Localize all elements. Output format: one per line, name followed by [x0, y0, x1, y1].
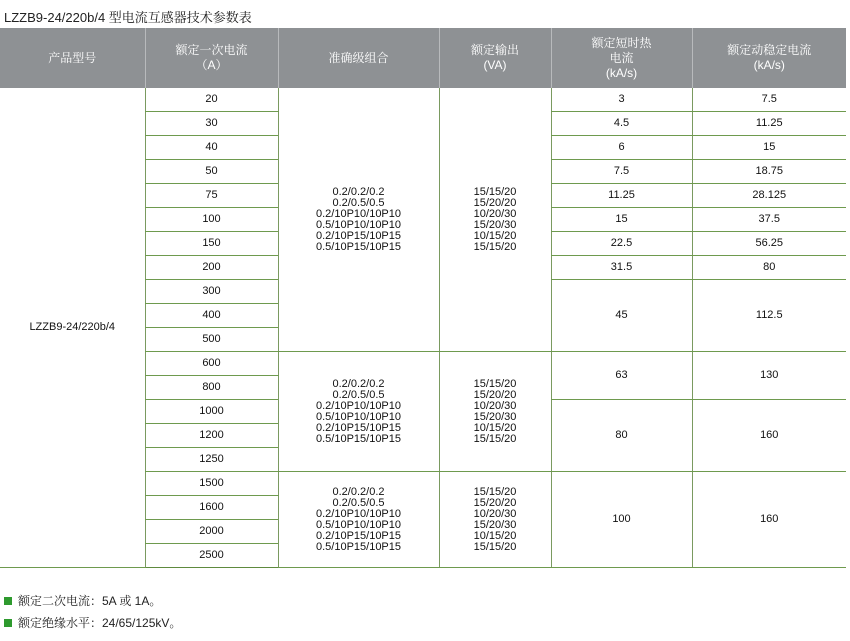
current-cell: 20	[145, 88, 278, 112]
current-cell: 1200	[145, 424, 278, 448]
accuracy-cell-group-1: 0.2/0.2/0.2 0.2/0.5/0.5 0.2/10P10/10P10 0.5/10P10/10P10 0.2/10P15/10P15 0.5/10P15/10P15	[278, 88, 439, 352]
current-cell: 100	[145, 208, 278, 232]
dynamic-cell: 56.25	[692, 232, 846, 256]
current-cell: 40	[145, 136, 278, 160]
header-model: 产品型号	[0, 28, 145, 88]
current-cell: 1500	[145, 472, 278, 496]
thermal-cell: 100	[551, 472, 692, 568]
current-cell: 2000	[145, 520, 278, 544]
square-bullet-icon	[4, 597, 12, 605]
current-cell: 600	[145, 352, 278, 376]
thermal-cell: 80	[551, 400, 692, 472]
thermal-cell: 11.25	[551, 184, 692, 208]
dynamic-cell: 160	[692, 400, 846, 472]
dynamic-cell: 112.5	[692, 280, 846, 352]
note-item	[4, 612, 181, 634]
spec-table	[0, 28, 846, 568]
accuracy-cell-group-2: 0.2/0.2/0.2 0.2/0.5/0.5 0.2/10P10/10P10 0.5/10P10/10P10 0.2/10P15/10P15 0.5/10P15/10P15	[278, 352, 439, 472]
current-cell: 400	[145, 304, 278, 328]
dynamic-cell: 11.25	[692, 112, 846, 136]
dynamic-cell: 28.125	[692, 184, 846, 208]
thermal-cell: 6	[551, 136, 692, 160]
current-cell: 150	[145, 232, 278, 256]
current-cell: 1250	[145, 448, 278, 472]
dynamic-cell: 7.5	[692, 88, 846, 112]
thermal-cell: 22.5	[551, 232, 692, 256]
thermal-cell: 4.5	[551, 112, 692, 136]
thermal-cell: 15	[551, 208, 692, 232]
current-cell: 200	[145, 256, 278, 280]
thermal-cell: 3	[551, 88, 692, 112]
notes	[4, 590, 181, 634]
table-row	[0, 88, 846, 112]
model-cell: LZZB9-24/220b/4	[0, 88, 145, 568]
thermal-cell: 7.5	[551, 160, 692, 184]
dynamic-cell: 80	[692, 256, 846, 280]
header-row	[0, 28, 846, 88]
square-bullet-icon	[4, 619, 12, 627]
dynamic-cell: 18.75	[692, 160, 846, 184]
current-cell: 50	[145, 160, 278, 184]
thermal-cell: 63	[551, 352, 692, 400]
dynamic-cell: 130	[692, 352, 846, 400]
current-cell: 500	[145, 328, 278, 352]
thermal-cell: 45	[551, 280, 692, 352]
header-accuracy: 准确级组合	[278, 28, 439, 88]
note-text: 额定绝缘水平：24/65/125kV。	[18, 616, 182, 630]
output-cell-group-2: 15/15/20 15/20/20 10/20/30 15/20/30 10/15/20 15/15/20	[439, 352, 551, 472]
dynamic-cell: 160	[692, 472, 846, 568]
header-output: 额定输出 (VA)	[439, 28, 551, 88]
current-cell: 800	[145, 376, 278, 400]
note-item	[4, 590, 181, 612]
current-cell: 30	[145, 112, 278, 136]
accuracy-cell-group-3: 0.2/0.2/0.2 0.2/0.5/0.5 0.2/10P10/10P10 0.5/10P10/10P10 0.2/10P15/10P15 0.5/10P15/10P15	[278, 472, 439, 568]
header-dynamic: 额定动稳定电流 (kA/s)	[692, 28, 846, 88]
current-cell: 2500	[145, 544, 278, 568]
output-cell-group-1: 15/15/20 15/20/20 10/20/30 15/20/30 10/15/20 15/15/20	[439, 88, 551, 352]
note-text: 额定二次电流：5A 或 1A。	[18, 594, 162, 608]
header-thermal: 额定短时热 电流 (kA/s)	[551, 28, 692, 88]
current-cell: 300	[145, 280, 278, 304]
dynamic-cell: 15	[692, 136, 846, 160]
header-current: 额定一次电流 （A）	[145, 28, 278, 88]
thermal-cell: 31.5	[551, 256, 692, 280]
current-cell: 1000	[145, 400, 278, 424]
dynamic-cell: 37.5	[692, 208, 846, 232]
current-cell: 1600	[145, 496, 278, 520]
table-title: LZZB9-24/220b/4 型电流互感器技术参数表	[4, 10, 252, 25]
output-cell-group-3: 15/15/20 15/20/20 10/20/30 15/20/30 10/15/20 15/15/20	[439, 472, 551, 568]
current-cell: 75	[145, 184, 278, 208]
